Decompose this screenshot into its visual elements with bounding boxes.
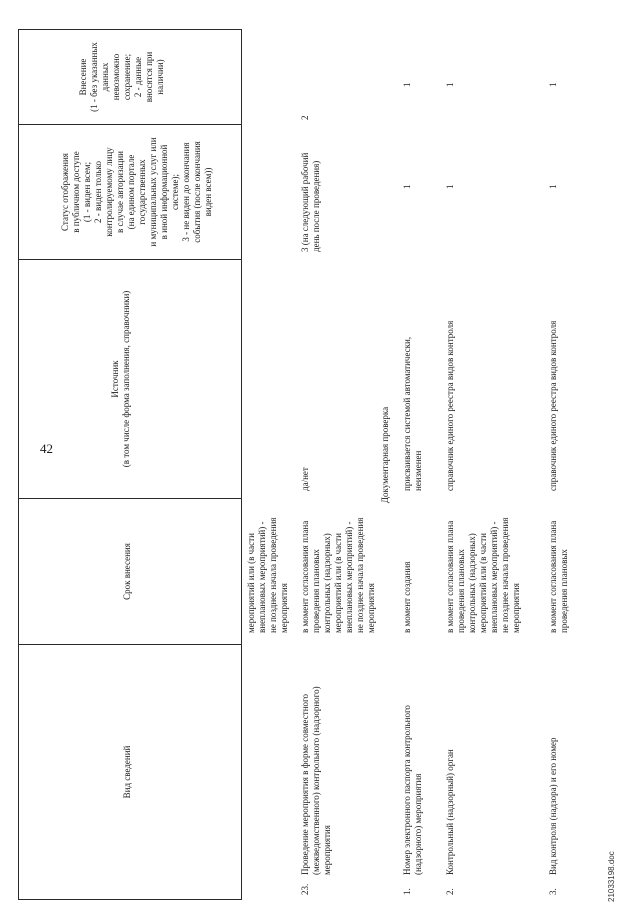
- row-2-vid: Контрольный (надзорный) орган: [445, 749, 455, 875]
- page-number: 42: [40, 441, 53, 456]
- row-2-srok: в момент согласования плана проведения плановых контрольных (надзорных) мероприятий или (в части внеплановых мероприятий) - не позднее начала проведения мероприятия: [445, 517, 521, 633]
- row-3-vid: Вид контроля (надзора) и его номер: [548, 737, 558, 875]
- file-name: 21033198.doc: [607, 851, 616, 902]
- row-23-num: 23.: [300, 883, 310, 895]
- section-title: Документарная проверка: [380, 406, 390, 504]
- table-top-border: [18, 30, 19, 900]
- row-2-vnesenie: 1: [445, 82, 455, 87]
- header-vid: Вид сведений: [122, 745, 132, 799]
- row-3-num: 3.: [548, 888, 558, 895]
- row-23-status: 3 (на следующий рабочий день после проведения): [300, 152, 321, 252]
- row-3-vnesenie: 1: [548, 82, 558, 87]
- row-23-vnesenie: 2: [300, 115, 310, 120]
- row-1-istochnik: присваивается системой автоматически, неизменен: [402, 336, 423, 491]
- row-3-status: 1: [548, 184, 558, 189]
- row-3-istochnik: справочник единого реестра видов контроля: [548, 320, 558, 491]
- header-vnesenie: Внесение (1 - без указанных данных невозможно сохранение; 2 - данные вносятся при наличии): [78, 42, 165, 112]
- row-3-srok: в момент согласования плана проведения плановых: [548, 520, 569, 633]
- header-bottom-border: [241, 30, 242, 900]
- carryover-srok: мероприятий или (в части внеплановых мероприятий) - не позднее начала проведения мероприятия: [246, 517, 289, 633]
- header-srok: Срок внесения: [122, 543, 132, 600]
- row-1-vnesenie: 1: [402, 82, 412, 87]
- row-1-num: 1.: [402, 888, 412, 895]
- header-istochnik: Источник (в том числе форма заполнения, справочники): [110, 290, 131, 468]
- row-23-vid: Проведение мероприятия в форме совместного (межведомственного) контрольного (надзорного) мероприятия: [300, 686, 332, 875]
- row-23-istochnik: да/нет: [300, 467, 310, 491]
- row-1-srok: в момент создания: [402, 561, 412, 633]
- row-1-vid: Номер электронного паспорта контрольного (надзорного) мероприятия: [402, 705, 423, 875]
- row-23-srok: в момент согласования плана проведения плановых контрольных (надзорных) мероприятий или (в части внеплановых мероприятий) - не позднее начала проведения мероприятия: [300, 517, 376, 633]
- header-status: Статус отображения в публичном доступе (1 - виден всем; 2 - виден только контролируемому лицу в случае авторизации (на едином портале государственных и муниципальных услуг или в иной информационной системе); 3 - не виден до окончания события (после окончания виден всем)): [60, 137, 213, 247]
- row-2-num: 2.: [445, 888, 455, 895]
- row-2-istochnik: справочник единого реестра видов контроля: [445, 320, 455, 491]
- row-2-status: 1: [445, 184, 455, 189]
- row-1-status: 1: [402, 184, 412, 189]
- table-left-border: [18, 899, 242, 900]
